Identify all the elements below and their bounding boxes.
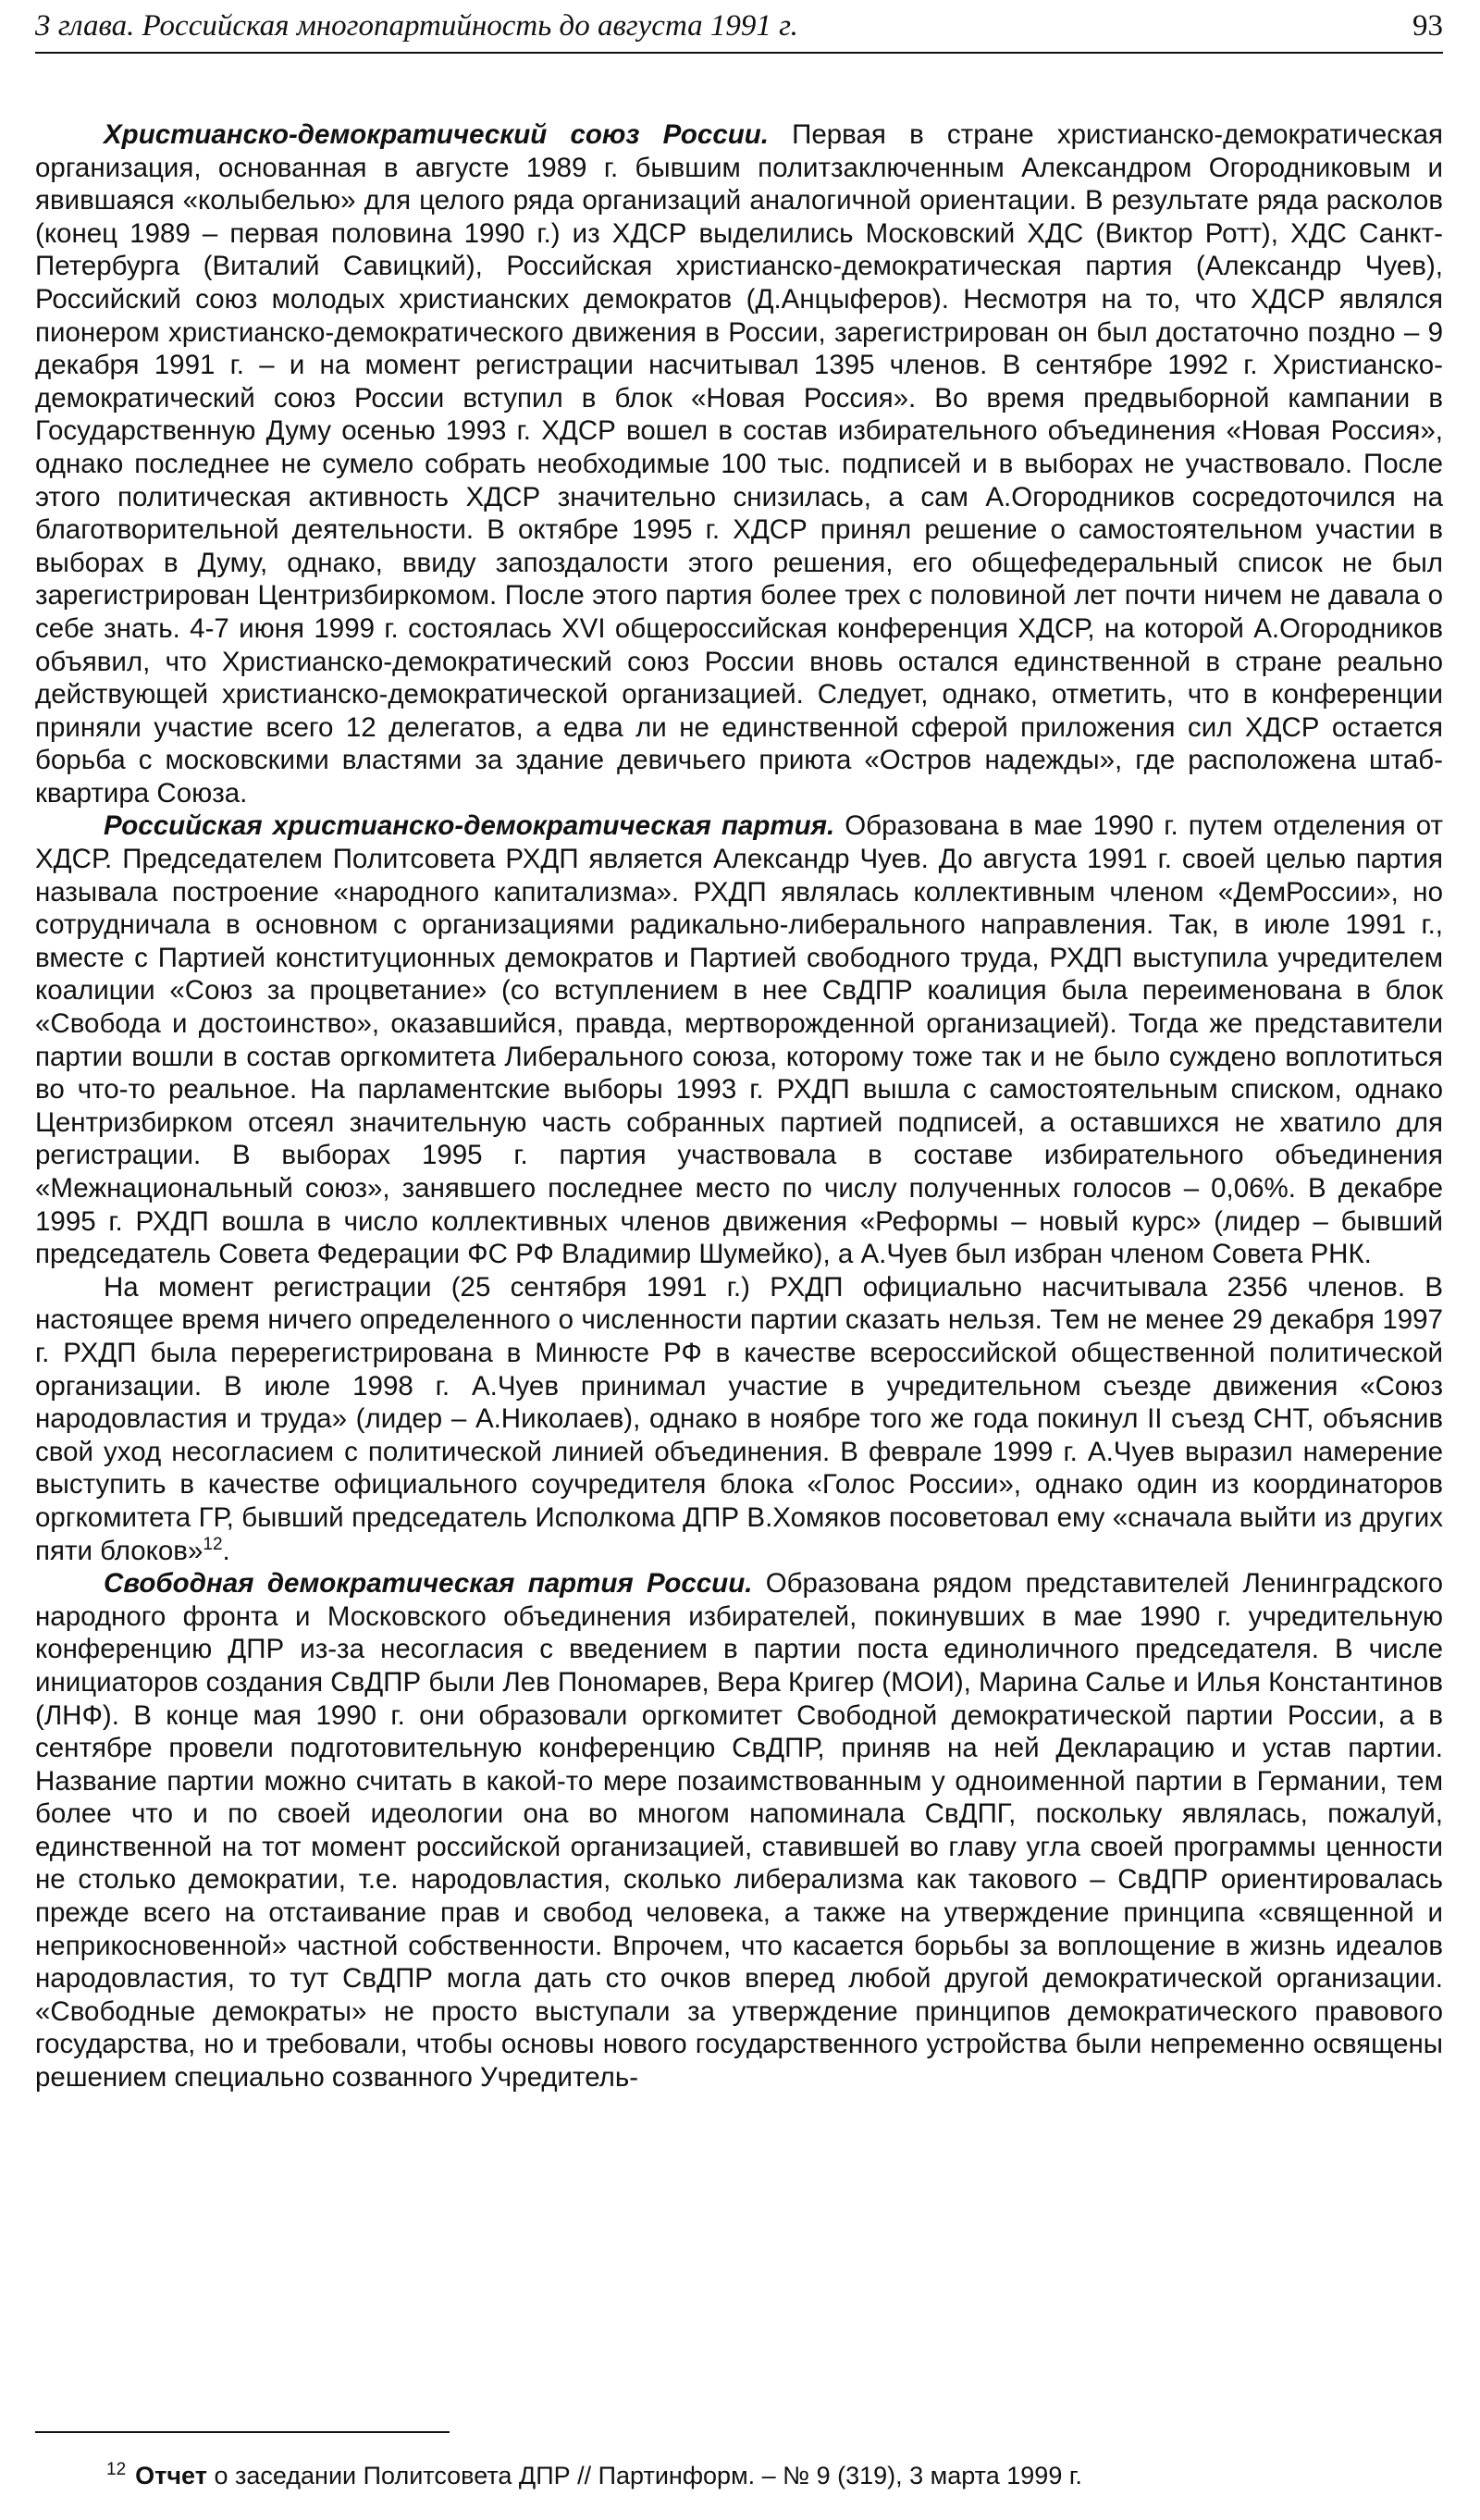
footnote-reference[interactable]: 12 xyxy=(203,1534,223,1554)
chapter-title: 3 глава. Российская многопартийность до августа 1991 г. xyxy=(35,9,798,43)
page-number: 93 xyxy=(1412,9,1443,43)
section-heading-hdsr: Христианско-демократический союз России. xyxy=(104,119,769,150)
footnote-text: о заседании Политсовета ДПР // Партинформ. – № 9 (319), 3 марта 1999 г. xyxy=(206,2462,1082,2489)
paragraph-rhdp xyxy=(35,809,1443,1270)
paragraph-text: На момент регистрации (25 сентября 1991 г.) РХДП официально насчитывала 2356 членов. В настоящее время ничего определенного о численности партии сказать нельзя. Тем не менее 29 декабря 1997 г. РХДП была перерегистрирована в Минюсте РФ в качестве всероссийской общественной политической организации. В июле 1998 г. А.Чуев принимал участие в учредительном съезде движения «Союз народовластия и труда» (лидер – А.Николаев), однако в ноябре того же года покинул II съезд СНТ, объяснив свой уход несогласием с политической линией объединения. В феврале 1999 г. А.Чуев выразил намерение выступить в качестве официального соучредителя блока «Голос России», однако один из координаторов оргкомитета ГР, бывший председатель Исполкома ДПР В.Хомяков посоветовал ему «сначала выйти из других пяти блоков» xyxy=(35,1271,1443,1566)
running-header xyxy=(35,6,1443,54)
paragraph-text: Первая в стране христианско-демократическая организация, основанная в августе 1989 г. бывшим политзаключенным Александром Огородниковым и явившаяся «колыбелью» для целого ряда организаций аналогичной ориентации. В результате ряда расколов (конец 1989 – первая половина 1990 г.) из ХДСР выделились Московский ХДС (Виктор Ротт), ХДС Санкт-Петербурга (Виталий Савицкий), Российская христианско-демократическая партия (Александр Чуев), Российский союз молодых христианских демократов (Д.Анцыферов). Несмотря на то, что ХДСР являлся пионером христианско-демократического движения в России, зарегистрирован он был достаточно поздно – 9 декабря 1991 г. – и на момент регистрации насчитывал 1395 членов. В сентябре 1992 г. Христианско-демократический союз России вступил в блок «Новая Россия». Во время предвыборной кампании в Государственную Думу осенью 1993 г. ХДСР вошел в состав избирательного объединения «Новая Россия», однако последнее не сумело собрать необходимые 100 тыс. подписей и в выборах не участвовало. После этого политическая активность ХДСР значительно снизилась, а сам А.Огородников сосредоточился на благотворительной деятельности. В октябре 1995 г. ХДСР принял решение о самостоятельном участии в выборах в Думу, однако, ввиду запоздалости этого решения, его общефедеральный список не был зарегистрирован Центризбиркомом. После этого партия более трех с половиной лет почти ничем не давала о себе знать. 4-7 июня 1999 г. состоялась XVI общероссийская конференция ХДСР, на которой А.Огородников объявил, что Христианско-демократический союз России вновь остался единственной в стране реально действующей христианско-демократической организацией. Следует, однако, отметить, что в конференции приняли участие всего 12 делегатов, а едва ли не единственной сферой приложения сил ХДСР остается борьба с московскими властями за здание девичьего приюта «Остров надежды», где расположена штаб-квартира Союза. xyxy=(35,119,1443,809)
paragraph-text: Образована в мае 1990 г. путем отделения от ХДСР. Председателем Политсовета РХДП является Александр Чуев. До августа 1991 г. своей целью партия называла построение «народного капитализма». РХДП являлась коллективным членом «ДемРоссии», но сотрудничала в основном с организациями радикально-либерального направления. Так, в июле 1991 г., вместе с Партией конституционных демократов и Партией свободного труда, РХДП выступила учредителем коалиции «Союз за процветание» (со вступлением в нее СвДПР коалиция была переименована в блок «Свобода и достоинство», оказавшийся, правда, мертворожденной организацией). Тогда же представители партии вошли в состав оргкомитета Либерального союза, которому тоже так и не было суждено воплотиться во что-то реальное. На парламентские выборы 1993 г. РХДП вышла с самостоятельным списком, однако Центризбирком отсеял значительную часть собранных партией подписей, а оставшихся не хватило для регистрации. В выборах 1995 г. партия участвовала в составе избирательного объединения «Межнациональный союз», занявшего последнее место по числу полученных голосов – 0,06%. В декабре 1995 г. РХДП вошла в число коллективных членов движения «Реформы – новый курс» (лидер – бывший председатель Совета Федерации ФС РФ Владимир Шумейко), а А.Чуев был избран членом Совета РНК. xyxy=(35,810,1443,1270)
footnote-lead: Отчет xyxy=(135,2462,207,2489)
paragraph-tail: . xyxy=(222,1535,230,1566)
paragraph-hdsr xyxy=(35,118,1443,809)
section-heading-rhdp: Российская христианско-демократическая партия. xyxy=(104,810,835,842)
paragraph-rhdp-registration xyxy=(35,1271,1443,1567)
footnote-divider xyxy=(35,2431,450,2433)
section-heading-svdpr: Свободная демократическая партия России. xyxy=(104,1568,753,1600)
body-text xyxy=(35,118,1443,2094)
footnote xyxy=(106,2459,1438,2492)
paragraph-svdpr xyxy=(35,1567,1443,2094)
footnote-number: 12 xyxy=(106,2460,127,2479)
paragraph-text: Образована рядом представителей Ленинградского народного фронта и Московского объединения избирателей, покинувших в мае 1990 г. учредительную конференцию ДПР из-за несогласия с введением в партии поста единоличного председателя. В числе инициаторов создания СвДПР были Лев Пономарев, Вера Кригер (МОИ), Марина Салье и Илья Константинов (ЛНФ). В конце мая 1990 г. они образовали оргкомитет Свободной демократической партии России, а в сентябре провели подготовительную конференцию СвДПР, приняв на ней Декларацию и устав партии. Название партии можно считать в какой-то мере позаимствованным у одноименной партии в Германии, тем более что и по своей идеологии она во многом напоминала СвДПГ, поскольку являлась, пожалуй, единственной на тот момент российской организацией, ставившей во главу угла своей программы ценности не столько демократии, т.е. народовластия, сколько либерализма как такового – СвДПР ориентировалась прежде всего на отстаивание прав и свобод человека, а также на утверждение принципа «священной и неприкосновенной» частной собственности. Впрочем, что касается борьбы за воплощение в жизнь идеалов народовластия, то тут СвДПР могла дать сто очков вперед любой другой демократической организации. «Свободные демократы» не просто выступали за утверждение принципов демократического правового государства, но и требовали, чтобы основы нового государственного устройства были непременно освящены решением специально созванного Учредитель- xyxy=(35,1568,1443,2094)
